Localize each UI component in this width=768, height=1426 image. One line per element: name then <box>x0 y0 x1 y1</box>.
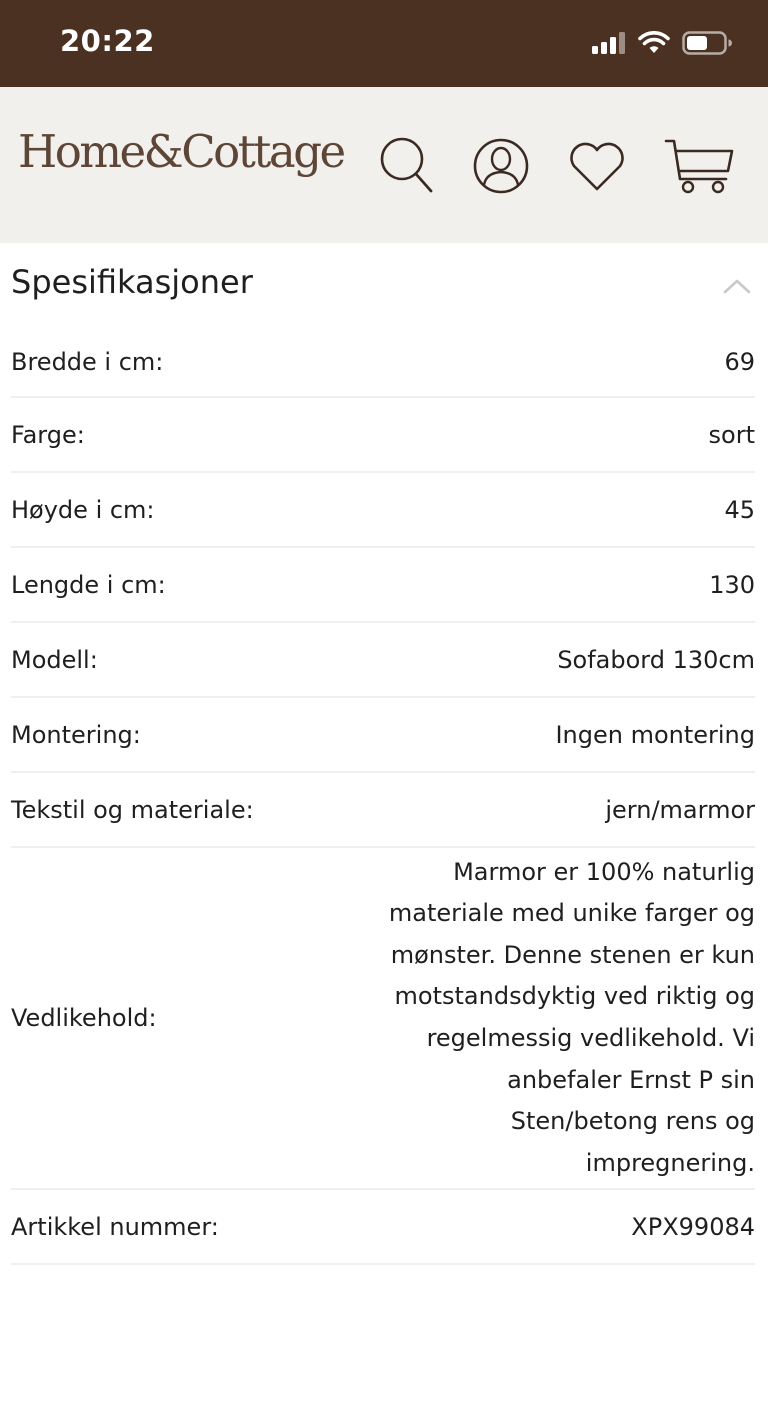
spec-label: Modell: <box>11 645 98 674</box>
spec-label: Farge: <box>11 420 85 449</box>
specifications-section <box>0 243 766 1265</box>
chevron-up-icon[interactable] <box>722 277 752 295</box>
cart-icon[interactable] <box>664 137 736 197</box>
spec-label: Lengde i cm: <box>11 570 166 599</box>
status-time: 20:22 <box>60 24 155 58</box>
brand-logo[interactable]: Home&Cottage <box>18 125 344 178</box>
spec-value: jern/marmor <box>605 795 755 824</box>
spec-label: Tekstil og materiale: <box>11 795 254 824</box>
status-icons <box>592 28 732 58</box>
spec-row-article-number <box>11 1190 755 1265</box>
spec-label: Montering: <box>11 720 141 749</box>
signal-icon <box>592 32 626 54</box>
site-header <box>0 87 768 243</box>
spec-value: 45 <box>724 495 755 524</box>
spec-value: 69 <box>724 347 755 376</box>
search-icon[interactable] <box>378 135 436 195</box>
spec-value: Ingen montering <box>555 720 755 749</box>
spec-row-height <box>11 473 755 548</box>
spec-row-model <box>11 623 755 698</box>
spec-label: Artikkel nummer: <box>11 1212 219 1241</box>
spec-row-maintenance <box>11 848 755 1190</box>
spec-row-assembly <box>11 698 755 773</box>
spec-value: sort <box>708 420 755 449</box>
specifications-header[interactable] <box>0 243 766 327</box>
account-icon[interactable] <box>472 135 530 195</box>
wifi-icon <box>638 31 670 55</box>
section-title: Spesifikasjoner <box>11 263 253 301</box>
status-bar <box>0 0 768 87</box>
battery-icon <box>682 31 732 55</box>
spec-row-color <box>11 398 755 473</box>
spec-row-width <box>11 327 755 398</box>
spec-value: XPX99084 <box>631 1212 755 1241</box>
spec-label: Bredde i cm: <box>11 347 164 376</box>
spec-row-length <box>11 548 755 623</box>
spec-value: Sofabord 130cm <box>557 645 755 674</box>
spec-label: Vedlikehold: <box>11 1004 157 1032</box>
spec-label: Høyde i cm: <box>11 495 155 524</box>
wishlist-heart-icon[interactable] <box>567 141 627 193</box>
spec-value: Marmor er 100% naturlig materiale med unike farger og mønster. Denne stenen er kun motstandsdyktig ved riktig og regelmessig vedlikehold. Vi anbefaler Ernst P sin Sten/betong rens og impregnering. <box>388 857 755 1177</box>
spec-value: 130 <box>709 570 755 599</box>
spec-row-material <box>11 773 755 848</box>
